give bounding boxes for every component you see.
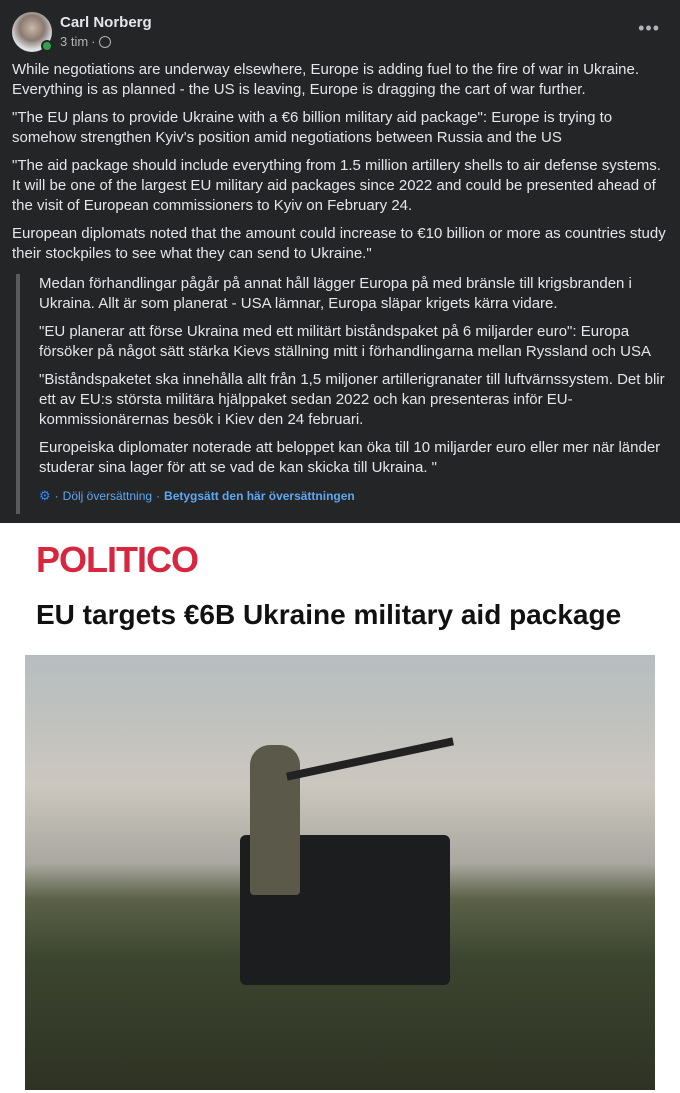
globe-icon: [99, 36, 111, 48]
soldier: [250, 745, 300, 895]
post-paragraph: "The aid package should include everything from 1.5 million artillery shells to air defense systems. It will be one of the largest EU military aid packages since 2022 and could be presented ahead of the visit of European commissioners to Kyiv on February 24.: [12, 157, 661, 214]
gear-icon[interactable]: ⚙: [39, 488, 51, 503]
post-paragraph: "The EU plans to provide Ukraine with a €6 billion military aid package": Europe is trying to somehow strengthen Kyiv's position amid negotiations between Russia and the US: [12, 109, 613, 146]
translation-paragraph: Europeiska diplomater noterade att beloppet kan öka till 10 miljarder euro eller mer när länder studerar sina lager för att se vad de kan skicka till Ukraina. ": [39, 439, 661, 476]
hide-translation-link[interactable]: Dölj översättning: [62, 489, 153, 503]
translation-paragraph: "EU planerar att förse Ukraina med ett militärt biståndspaket på 6 miljarder euro": Europa försöker på något sätt stärka Kievs ställning mitt i förhandlingarna mellan Ryssland och USA: [39, 323, 651, 360]
author-name[interactable]: Carl Norberg: [60, 14, 152, 31]
post-header: [0, 0, 680, 60]
more-options-button[interactable]: •••: [638, 18, 660, 38]
separator: ·: [156, 489, 161, 503]
article-image[interactable]: [0, 523, 680, 1093]
translation-footer: [39, 486, 668, 506]
politico-logo: POLITICO: [36, 539, 198, 580]
post-body: [0, 60, 680, 514]
post-paragraph: While negotiations are underway elsewhere, Europe is adding fuel to the fire of war in Ukraine. Everything is as planned - the US is leaving, Europe is dragging the cart of war further.: [12, 61, 640, 98]
article-headline: EU targets €6B Ukraine military aid package: [36, 599, 622, 630]
online-status-icon: [41, 40, 53, 52]
separator: ·: [91, 34, 96, 49]
translation-paragraph: Medan förhandlingar pågår på annat håll lägger Europa på med bränsle till krigsbranden i Ukraina. Allt är som planerat - USA lämnar, Europa släpar krigets kärra vidare.: [39, 275, 632, 312]
translation-block: [16, 274, 668, 514]
separator: ·: [54, 489, 59, 503]
rate-translation-link[interactable]: Betygsätt den här översättningen: [164, 489, 355, 503]
post-time[interactable]: 3 tim: [60, 34, 89, 49]
post-paragraph: European diplomats noted that the amount could increase to €10 billion or more as countries study their stockpiles to see what they can send to Ukraine.": [12, 225, 666, 262]
post-meta: [60, 34, 111, 49]
machine-gun: [286, 737, 454, 780]
translation-paragraph: "Biståndspaketet ska innehålla allt från 1,5 miljoner artillerigranater till luftvärnssystem. Det blir ett av EU:s största militära hjälppaket sedan 2022 och kan presenteras inför EU-kommissionärernas besök i Kiev den 24 februari.: [39, 371, 665, 428]
article-photo: [25, 655, 655, 1090]
